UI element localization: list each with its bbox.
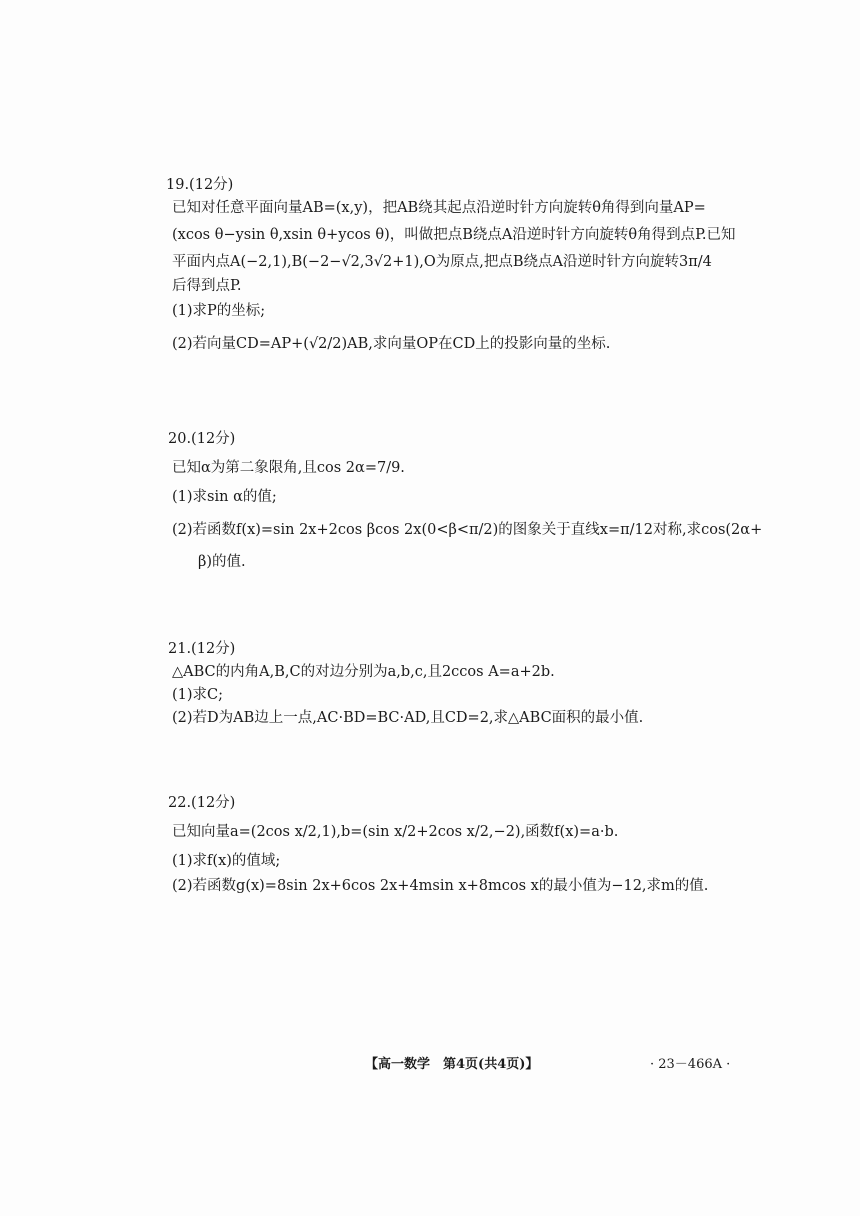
problem-header: 20.(12分) [168,431,236,447]
problem-20 [168,430,772,572]
sub-question-continued: β)的值. [198,554,246,571]
problem-header: 21.(12分) [168,641,236,657]
exam-code: · 23－466A · [650,1057,731,1072]
sub-question: (1)求P的坐标; [172,303,266,320]
page-footer-label: 【高一数学 第4页(共4页)】 [365,1057,539,1072]
problem-header: 22.(12分) [168,795,236,811]
problem-text-line: 平面内点A(−2,1),B(−2−√2,3√2+1),O为原点,把点B绕点A沿逆时针方向旋转3π/4 [172,253,712,270]
problem-22 [168,794,772,895]
problem-21 [168,640,772,727]
sub-question: (2)若函数f(x)=sin 2x+2cos βcos 2x(0<β<π/2)的图象关于直线x=π/12对称,求cos(2α+ [172,521,763,538]
sub-question: (1)求sin α的值; [172,488,277,505]
problem-text-line: 已知α为第二象限角,且cos 2α=7/9. [172,459,405,476]
sub-question: (1)求f(x)的值域; [172,852,281,869]
problem-text-line: (xcos θ−ysin θ,xsin θ+ycos θ)，叫做把点B绕点A沿逆时针方向旋转θ角得到点P.已知 [172,226,736,243]
problem-text-line: 后得到点P. [172,278,242,295]
problem-text-line: 已知对任意平面向量AB=(x,y)，把AB绕其起点沿逆时针方向旋转θ角得到向量AP= [172,199,706,216]
sub-question: (2)若函数g(x)=8sin 2x+6cos 2x+4msin x+8mcos x的最小值为−12,求m的值. [172,877,709,894]
problem-text-line: 已知向量a=(2cos x/2,1),b=(sin x/2+2cos x/2,−2),函数f(x)=a·b. [172,823,619,840]
problem-text-line: △ABC的内角A,B,C的对边分别为a,b,c,且2ccos A=a+2b. [172,663,555,680]
problem-header: 19.(12分) [166,177,234,193]
sub-question: (2)若向量CD=AP+(√2/2)AB,求向量OP在CD上的投影向量的坐标. [172,336,611,353]
problem-19 [166,176,772,354]
sub-question: (1)求C; [172,686,224,703]
sub-question: (2)若D为AB边上一点,AC·BD=BC·AD,且CD=2,求△ABC面积的最小值. [172,709,644,726]
